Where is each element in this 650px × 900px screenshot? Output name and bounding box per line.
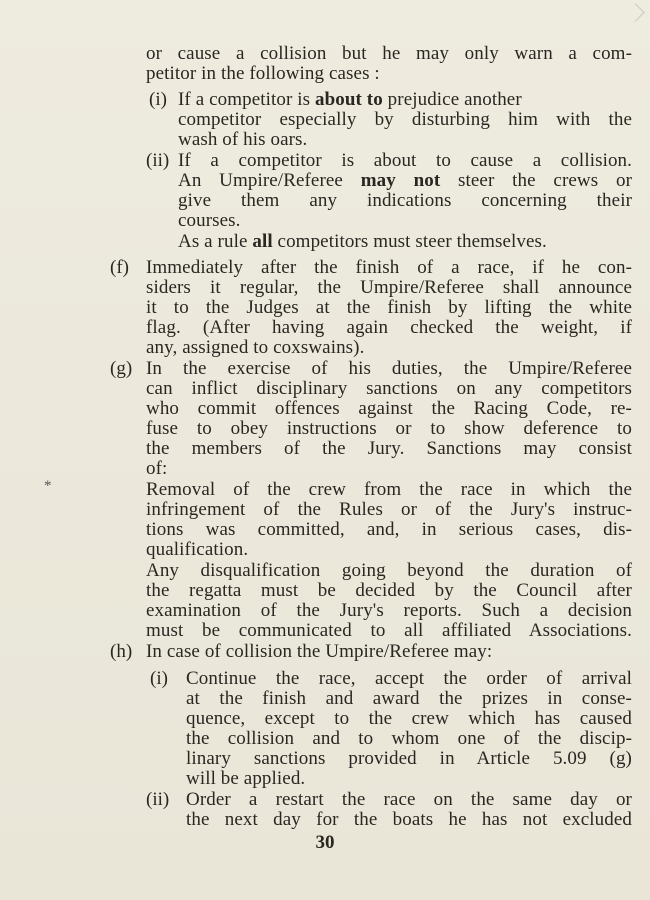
page-number: 30 xyxy=(315,832,335,853)
text-line: Immediately after the finish of a race, if he con- xyxy=(146,257,632,278)
text-line: In the exercise of his duties, the Umpire/Referee xyxy=(146,358,632,379)
text-line: siders it regular, the Umpire/Referee shall announce xyxy=(146,277,632,298)
text-line: If a competitor is about to cause a collision. xyxy=(178,150,632,171)
sub-item-label: (i) xyxy=(150,668,168,689)
item-label: (h) xyxy=(110,641,133,662)
text-line: In case of collision the Umpire/Referee may: xyxy=(146,641,493,662)
text-line: quence, except to the crew which has caused xyxy=(186,708,632,729)
text-line: qualification. xyxy=(146,539,249,560)
text-line: can inflict disciplinary sanctions on any competitors xyxy=(146,378,632,399)
item-label: (f) xyxy=(110,257,129,278)
sub-item-label: (i) xyxy=(149,89,167,110)
text-line: or cause a collision but he may only warn a com- xyxy=(146,43,632,64)
text-line: will be applied. xyxy=(186,768,306,789)
item-label: (g) xyxy=(110,358,133,379)
text-line: the next day for the boats he has not excluded xyxy=(186,809,632,830)
text-line: competitor especially by disturbing him with the xyxy=(178,109,632,130)
text-line: As a rule all competitors must steer themselves. xyxy=(178,231,547,252)
text-line: of: xyxy=(146,458,168,479)
text-line: courses. xyxy=(178,210,241,231)
text-line: Any disqualification going beyond the duration of xyxy=(146,560,632,581)
text-line: any, assigned to coxswains). xyxy=(146,337,365,358)
page-corner-mark xyxy=(626,3,644,21)
text-line: linary sanctions provided in Article 5.09 (g) xyxy=(186,748,632,769)
text-line: flag. (After having again checked the weight, if xyxy=(146,317,632,338)
text-line: must be communicated to all affiliated Associations. xyxy=(146,620,632,641)
text-line: petitor in the following cases : xyxy=(146,63,380,84)
margin-asterisk: * xyxy=(44,478,52,494)
text-line: Removal of the crew from the race in which the xyxy=(146,479,632,500)
text-line: it to the Judges at the finish by lifting the white xyxy=(146,297,632,318)
text-line: examination of the Jury's reports. Such a decision xyxy=(146,600,632,621)
text-line: the collision and to whom one of the discip- xyxy=(186,728,632,749)
text-line: who commit offences against the Racing Code, re- xyxy=(146,398,632,419)
text-line: An Umpire/Referee may not steer the crews or xyxy=(178,170,632,191)
sub-item-label: (ii) xyxy=(146,789,170,810)
text-line: infringement of the Rules or of the Jury's instruc- xyxy=(146,499,632,520)
text-line: If a competitor is about to prejudice another xyxy=(178,89,522,110)
text-line: the regatta must be decided by the Council after xyxy=(146,580,632,601)
text-line: Continue the race, accept the order of arrival xyxy=(186,668,632,689)
text-line: at the finish and award the prizes in conse- xyxy=(186,688,632,709)
text-line: give them any indications concerning their xyxy=(178,190,632,211)
text-line: tions was committed, and, in serious cases, dis- xyxy=(146,519,632,540)
text-line: Order a restart the race on the same day or xyxy=(186,789,632,810)
text-line: the members of the Jury. Sanctions may consist xyxy=(146,438,632,459)
sub-item-label: (ii) xyxy=(146,150,170,171)
text-line: fuse to obey instructions or to show deference to xyxy=(146,418,632,439)
text-line: wash of his oars. xyxy=(178,129,308,150)
